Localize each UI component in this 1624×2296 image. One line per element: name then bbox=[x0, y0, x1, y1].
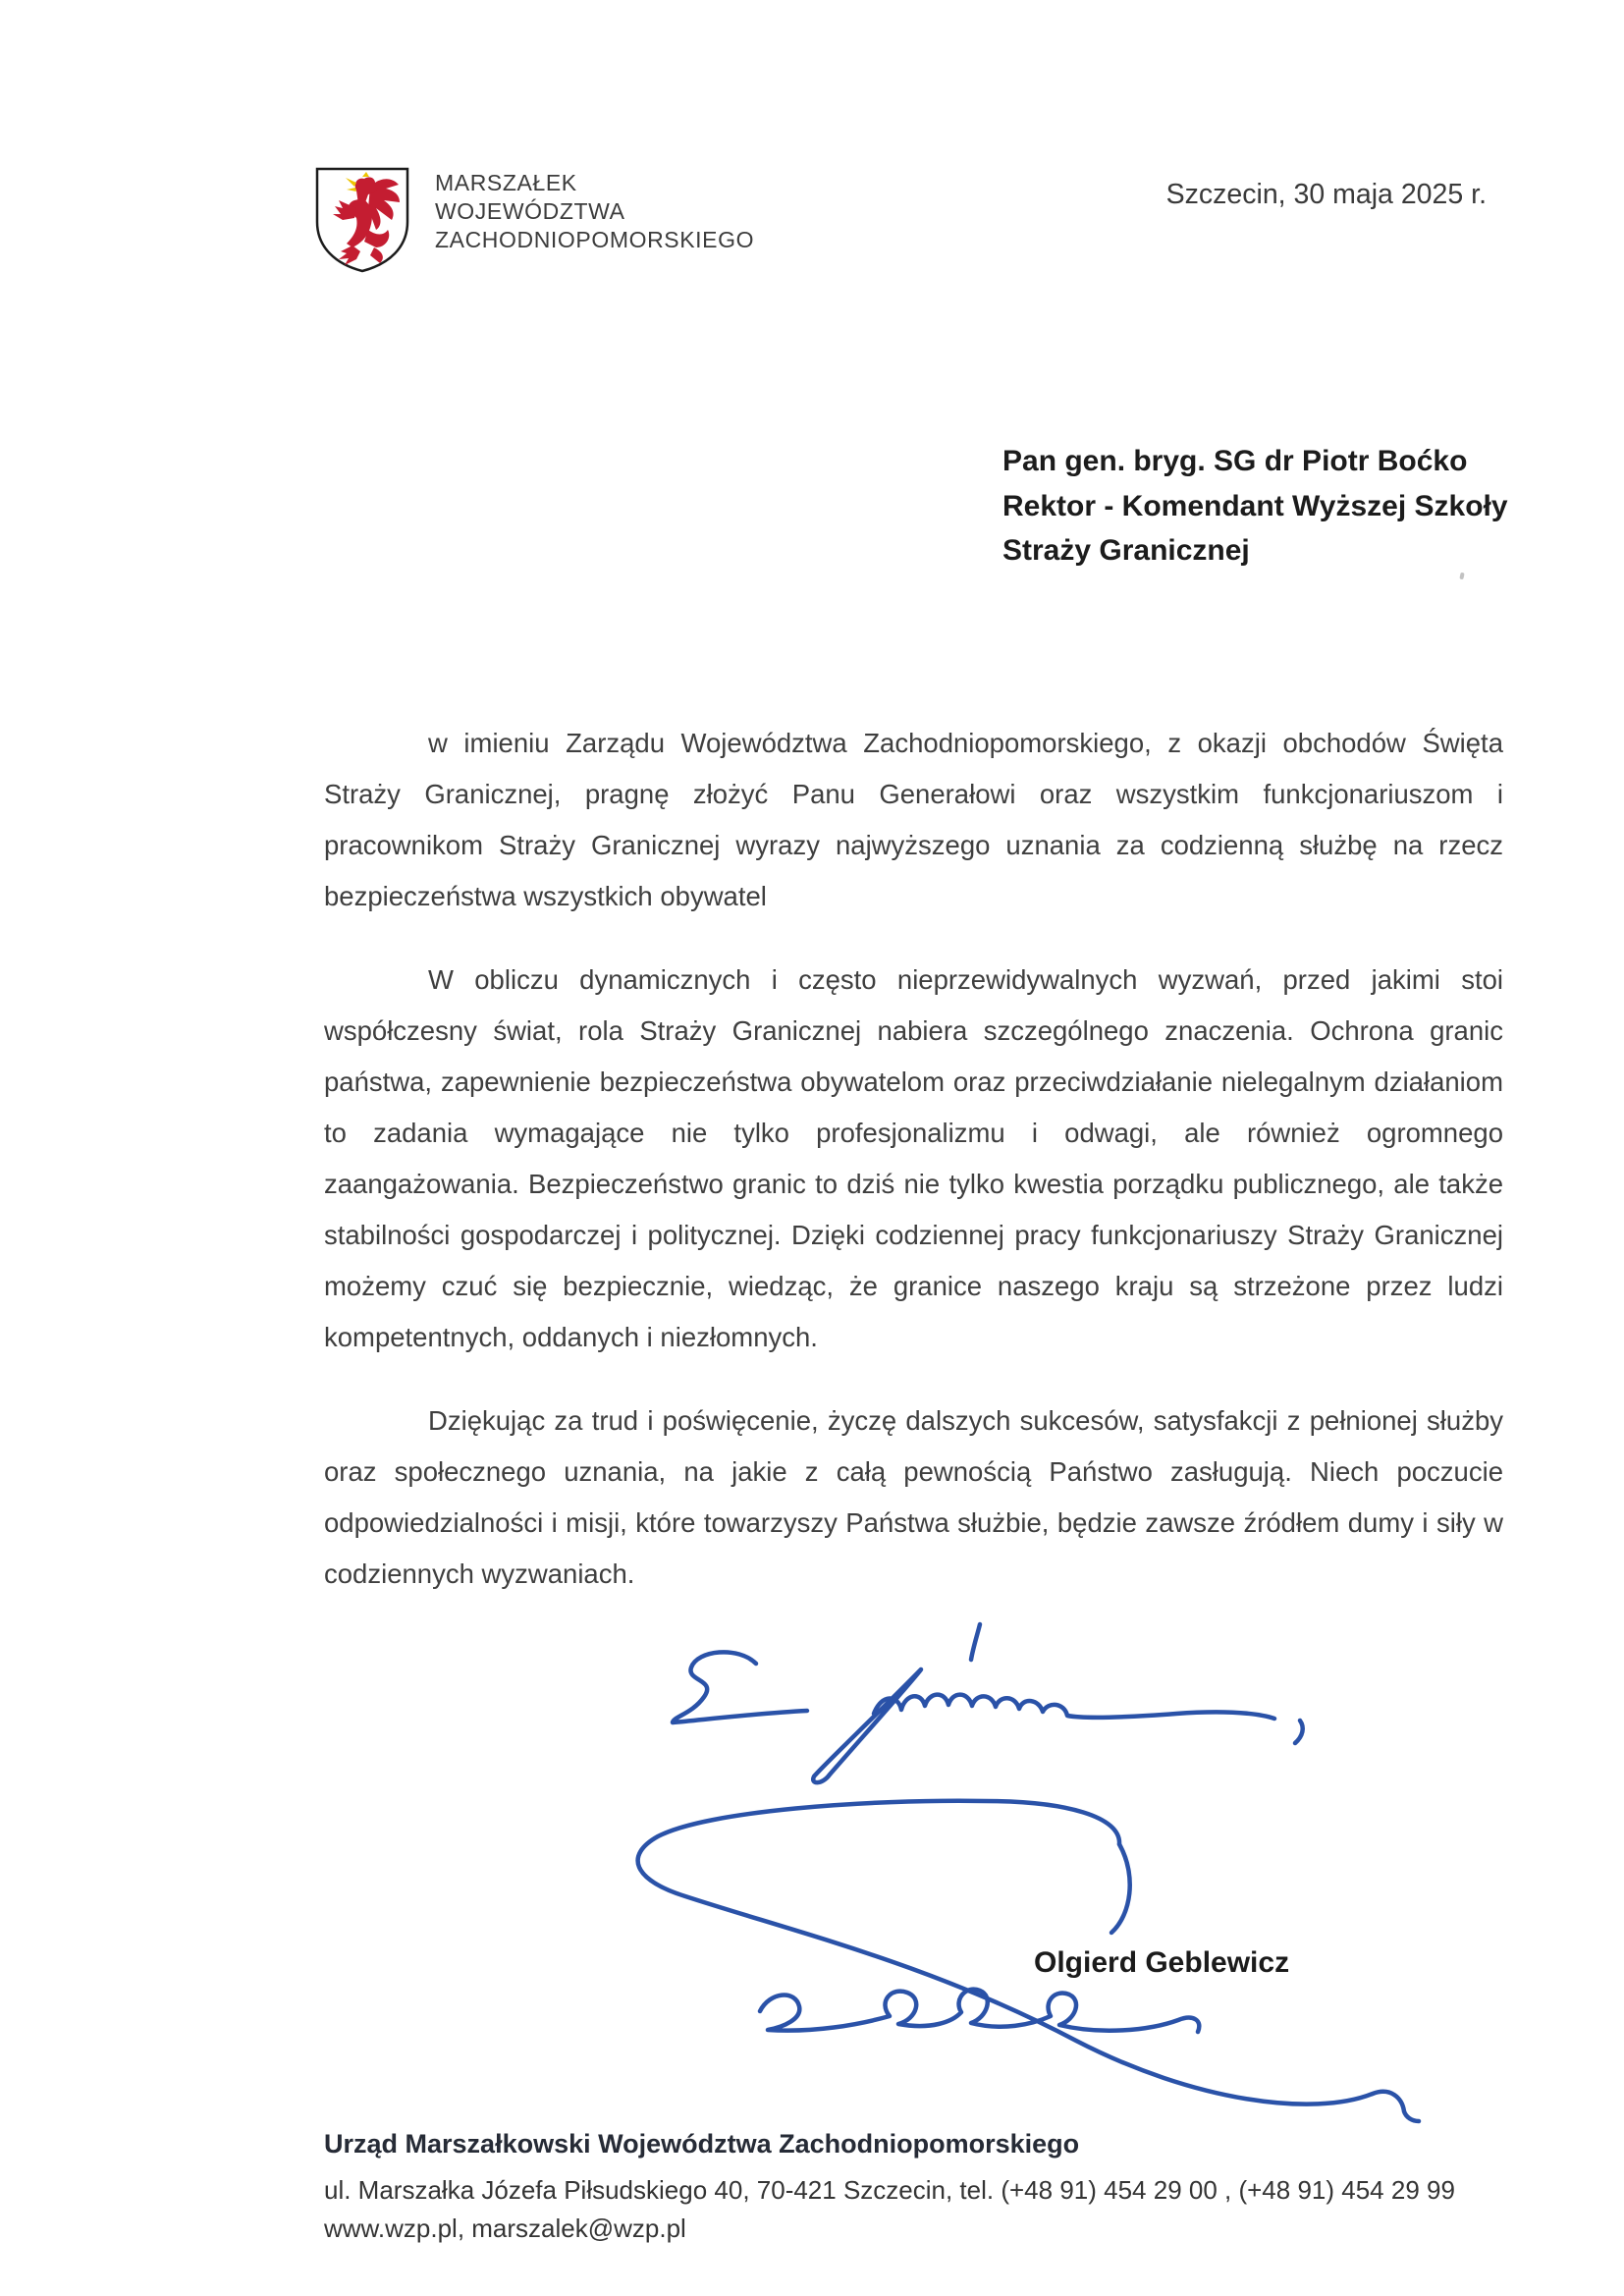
office-line: MARSZAŁEK bbox=[435, 170, 577, 195]
office-line: WOJEWÓDZTWA bbox=[435, 198, 625, 224]
griffin-coat-of-arms-icon bbox=[312, 165, 412, 275]
footer bbox=[324, 2129, 1455, 2244]
footer-address: ul. Marszałka Józefa Piłsudskiego 40, 70-421 Szczecin, tel. (+48 91) 454 29 00 , (+48 91) 454 29 99 bbox=[324, 2175, 1455, 2205]
body-paragraph: Dziękując za trud i poświęcenie, życzę dalszych sukcesów, satysfakcji z pełnionej służby oraz społecznego uznania, na jakie z całą pewnością Państwo zasługują. Niech poczucie odpowiedzialności i misji, które towarzyszy Państwa służbie, będzie zawsze źródłem dumy i siły w codziennych wyzwaniach. bbox=[324, 1405, 1503, 1589]
body-paragraph: w imieniu Zarządu Województwa Zachodniopomorskiego, z okazji obchodów Święta Straży Granicznej, pragnę złożyć Panu Generałowi oraz wszystkim funkcjonariuszom i pracownikom Straży Granicznej wyrazy najwyższego uznania za codzienną służbę na rzecz bezpieczeństwa wszystkich obywatel bbox=[324, 728, 1503, 911]
signatory-name: Olgierd Geblewicz bbox=[1034, 1946, 1290, 1979]
footer-organization: Urząd Marszałkowski Województwa Zachodniopomorskiego bbox=[324, 2129, 1080, 2159]
handwritten-signature bbox=[587, 1618, 1471, 2168]
recipient-line: Pan gen. bryg. SG dr Piotr Boćko bbox=[1002, 445, 1468, 477]
letter-body bbox=[324, 718, 1503, 1600]
scan-artifact bbox=[1459, 573, 1464, 580]
dateline: Szczecin, 30 maja 2025 r. bbox=[1165, 179, 1487, 210]
recipient-line: Straży Granicznej bbox=[1002, 534, 1250, 567]
recipient-block bbox=[1002, 439, 1508, 574]
footer-web-email: www.wzp.pl, marszalek@wzp.pl bbox=[324, 2214, 686, 2243]
recipient-line: Rektor - Komendant Wyższej Szkoły bbox=[1002, 489, 1508, 522]
body-paragraph: W obliczu dynamicznych i często nieprzewidywalnych wyzwań, przed jakimi stoi współczesny świat, rola Straży Granicznej nabiera szczególnego znaczenia. Ochrona granic państwa, zapewnienie bezpieczeństwa obywatelom oraz przeciwdziałanie nielegalnym działaniom to zadania wymagające nie tylko profesjonalizmu i odwagi, ale również ogromnego zaangażowania. Bezpieczeństwo granic to dziś nie tylko kwestia porządku publicznego, ale także stabilności gospodarczej i politycznej. Dzięki codziennej pracy funkcjonariuszy Straży Granicznej możemy czuć się bezpiecznie, wiedząc, że granice naszego kraju są strzeżone przez ludzi kompetentnych, oddanych i niezłomnych. bbox=[324, 964, 1503, 1352]
letterhead-office-name bbox=[435, 169, 754, 254]
office-line: ZACHODNIOPOMORSKIEGO bbox=[435, 227, 755, 252]
